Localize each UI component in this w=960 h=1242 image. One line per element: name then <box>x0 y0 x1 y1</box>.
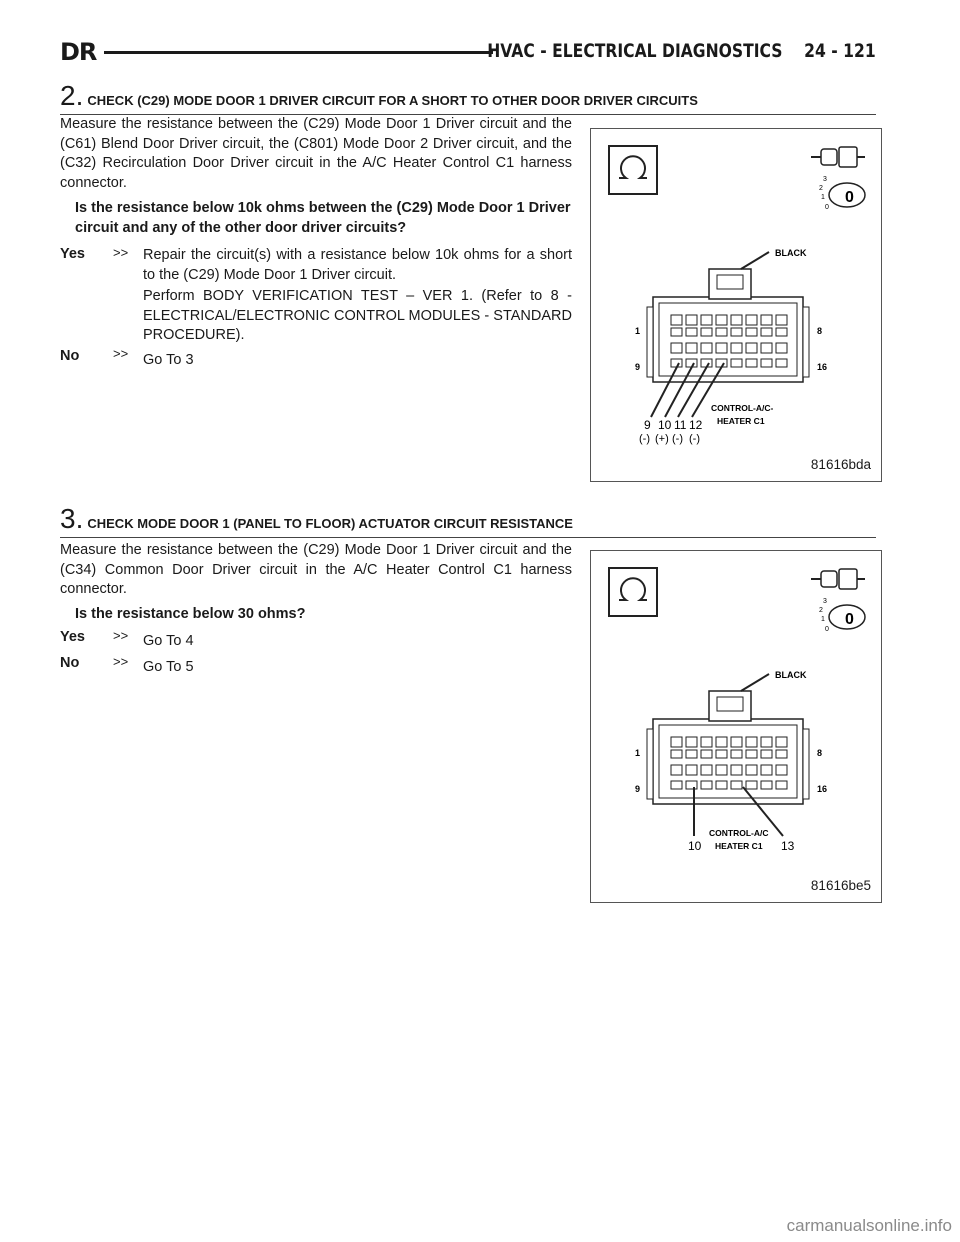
svg-text:2: 2 <box>819 607 823 614</box>
step-3-heading <box>60 503 876 538</box>
step-2-yes-text-2: Perform BODY VERIFICATION TEST – VER 1. (Refer to 8 - ELECTRICAL/ELECTRONIC CONTROL MODULES - STANDARD PROCEDURE). <box>143 288 572 343</box>
connector-name-line2: HEATER C1 <box>715 841 763 851</box>
header-rule <box>104 51 493 54</box>
step-3-yes-arrow: >> <box>113 628 129 643</box>
step-3-question: Is the resistance below 30 ohms? <box>75 606 306 622</box>
dial-icon <box>819 176 865 211</box>
connector-name-line2: HEATER C1 <box>717 416 765 426</box>
connector-diagram-2 <box>591 551 881 902</box>
step-2-number: 2. <box>60 80 84 111</box>
page-header <box>60 38 876 66</box>
color-pointer <box>741 674 769 691</box>
pin-1-label: 1 <box>635 748 641 758</box>
svg-text:2: 2 <box>819 185 823 192</box>
connector-name-line1: CONTROL-A/C- <box>711 403 774 413</box>
step-2-question: Is the resistance below 10k ohms between the (C29) Mode Door 1 Driver circuit and any of the other door driver circuits? <box>75 200 571 236</box>
svg-text:0: 0 <box>825 626 829 633</box>
probe-num-13: 13 <box>781 839 795 853</box>
watermark: carmanualsonline.info <box>786 1216 952 1235</box>
step-3-yes-text: Go To 4 <box>143 633 194 649</box>
probe-num-12: 12 <box>689 418 703 432</box>
figure-1-id: 81616bda <box>810 457 871 472</box>
ohmmeter-icon <box>609 568 657 616</box>
probe-sign-10: (+) <box>655 433 669 445</box>
step-2-no-label: No <box>60 348 80 364</box>
pin-16-label: 16 <box>817 784 828 794</box>
probe-num-9: 9 <box>644 418 651 432</box>
svg-text:1: 1 <box>821 616 825 623</box>
pin-9-label: 9 <box>635 362 641 372</box>
probe-sign-12: (-) <box>689 433 700 445</box>
svg-text:0: 0 <box>825 204 829 211</box>
step-3-no-arrow: >> <box>113 654 129 669</box>
color-label: BLACK <box>775 670 807 680</box>
svg-text:0: 0 <box>845 611 854 628</box>
connector-name-line1: CONTROL-A/C <box>709 828 769 838</box>
color-label: BLACK <box>775 248 807 258</box>
probe-num-10: 10 <box>688 839 702 853</box>
step-2-no-text: Go To 3 <box>143 352 194 368</box>
step-3-no-text: Go To 5 <box>143 659 194 675</box>
svg-text:0: 0 <box>845 189 854 206</box>
header-section-code: DR <box>60 38 97 66</box>
step-3-body: Measure the resistance between the (C29) Mode Door 1 Driver circuit and the (C34) Common Door Driver circuit in the A/C Heater Control C1 harness connector. <box>60 542 572 597</box>
svg-text:1: 1 <box>821 194 825 201</box>
figure-81616be5 <box>590 550 882 903</box>
figure-81616bda <box>590 128 882 482</box>
harness-connector-icon <box>811 147 865 167</box>
header-title <box>488 40 876 62</box>
step-2-yes-arrow: >> <box>113 245 129 260</box>
color-pointer <box>741 252 769 269</box>
step-2-no-arrow: >> <box>113 346 129 361</box>
probe-num-10: 10 <box>658 418 672 432</box>
figure-2-id: 81616be5 <box>810 878 871 893</box>
pin-8-label: 8 <box>817 326 823 336</box>
harness-connector-icon <box>811 569 865 589</box>
pin-1-label: 1 <box>635 326 641 336</box>
step-2-title: CHECK (C29) MODE DOOR 1 DRIVER CIRCUIT FOR A SHORT TO OTHER DOOR DRIVER CIRCUITS <box>87 93 698 108</box>
step-3-yes-label: Yes <box>60 629 85 645</box>
connector-diagram-1 <box>591 129 881 481</box>
svg-text:3: 3 <box>823 176 827 183</box>
step-3-title: CHECK MODE DOOR 1 (PANEL TO FLOOR) ACTUATOR CIRCUIT RESISTANCE <box>87 516 573 531</box>
pin-8-label: 8 <box>817 748 823 758</box>
probe-sign-11: (-) <box>672 433 683 445</box>
step-2-yes-text-1: Repair the circuit(s) with a resistance below 10k ohms for a short to the (C29) Mode Door 1 Driver circuit. <box>143 247 572 283</box>
header-page-number: 24 - 121 <box>804 40 876 62</box>
step-2-yes-label: Yes <box>60 246 85 262</box>
header-chapter: HVAC - ELECTRICAL DIAGNOSTICS <box>487 40 783 62</box>
pin-9-label: 9 <box>635 784 641 794</box>
pin-16-label: 16 <box>817 362 828 372</box>
dial-icon <box>819 598 865 633</box>
step-2-heading <box>60 80 876 115</box>
ohmmeter-icon <box>609 146 657 194</box>
probe-sign-9: (-) <box>639 433 650 445</box>
step-3-no-label: No <box>60 655 80 671</box>
svg-text:3: 3 <box>823 598 827 605</box>
step-3-number: 3. <box>60 503 84 534</box>
step-2-body: Measure the resistance between the (C29) Mode Door 1 Driver circuit and the (C61) Blend Door Driver circuit, the (C801) Mode Door 2 Driver circuit, and the (C32) Recirculation Door Driver circuit in the A/C Heater Control C1 harness connector. <box>60 116 572 191</box>
probe-num-11: 11 <box>674 418 687 432</box>
